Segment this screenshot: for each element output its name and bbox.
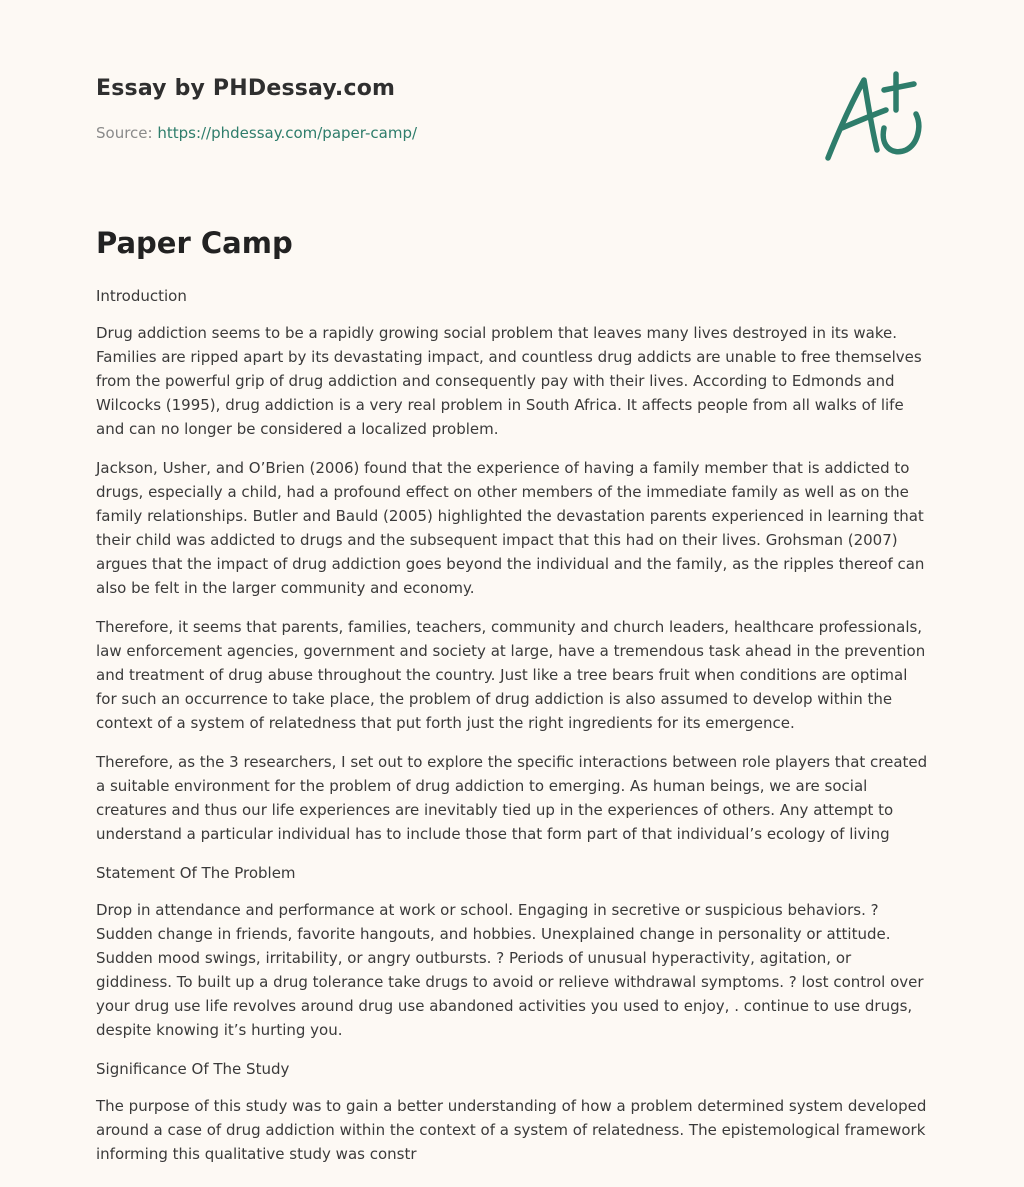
essay-page [96, 0, 928, 1163]
page-header [96, 0, 928, 260]
paragraph: Therefore, as the 3 researchers, I set out to explore the specific interactions between role players that created a suitable environment for the problem of drug addiction to emerging. As human beings, we are social creatures and thus our life experiences are inevitably tied up in the experiences of others. Any attempt to understand a particular individual has to include those that form part of that individual’s ecology of living [96, 753, 928, 843]
section-heading-statement-of-problem: Statement Of The Problem [96, 864, 296, 882]
source-link[interactable]: https://phdessay.com/paper-camp/ [157, 124, 418, 142]
a-plus-logo-icon [822, 66, 930, 166]
paragraph: The purpose of this study was to gain a better understanding of how a problem determined system developed around a case of drug addiction within the context of a system of relatedness. The epistemological framework informing this qualitative study was constr [96, 1097, 927, 1163]
section-heading-significance: Significance Of The Study [96, 1060, 290, 1078]
source-label: Source: [96, 124, 158, 142]
paragraph: Drop in attendance and performance at work or school. Engaging in secretive or suspicious behaviors. ? Sudden change in friends, favorite hangouts, and hobbies. Unexplained change in personality or attitude. Sudden mood swings, irritability, or angry outbursts. ? Periods of unusual hyperactivity, agitation, or giddiness. To built up a drug tolerance take drugs to avoid or relieve withdrawal symptoms. ? lost control over your drug use life revolves around drug use abandoned activities you used to enjoy, . continue to use drugs, despite knowing it’s hurting you. [96, 901, 924, 1039]
section-heading-introduction: Introduction [96, 287, 187, 305]
essay-body [96, 284, 928, 1181]
source-line [96, 124, 417, 142]
document-title: Paper Camp [96, 226, 293, 260]
paragraph: Therefore, it seems that parents, families, teachers, community and church leaders, healthcare professionals, law enforcement agencies, government and society at large, have a tremendous task ahead in the prevention and treatment of drug abuse throughout the country. Just like a tree bears fruit when conditions are optimal for such an occurrence to take place, the problem of drug addiction is also assumed to develop within the context of a system of relatedness that put forth just the right ingredients for its emergence. [96, 618, 926, 732]
paragraph: Jackson, Usher, and O’Brien (2006) found that the experience of having a family member that is addicted to drugs, especially a child, had a profound effect on other members of the immediate family as well as on the family relationships. Butler and Bauld (2005) highlighted the devastation parents experienced in learning that their child was addicted to drugs and the subsequent impact that this had on their lives. Grohsman (2007) argues that the impact of drug addiction goes beyond the individual and the family, as the ripples thereof can also be felt in the larger community and economy. [96, 459, 925, 597]
paragraph: Drug addiction seems to be a rapidly growing social problem that leaves many lives destroyed in its wake. Families are ripped apart by its devastating impact, and countless drug addicts are unable to free themselves from the powerful grip of drug addiction and consequently pay with their lives. According to Edmonds and Wilcocks (1995), drug addiction is a very real problem in South Africa. It affects people from all walks of life and can no longer be considered a localized problem. [96, 324, 922, 438]
site-title: Essay by PHDessay.com [96, 76, 396, 101]
